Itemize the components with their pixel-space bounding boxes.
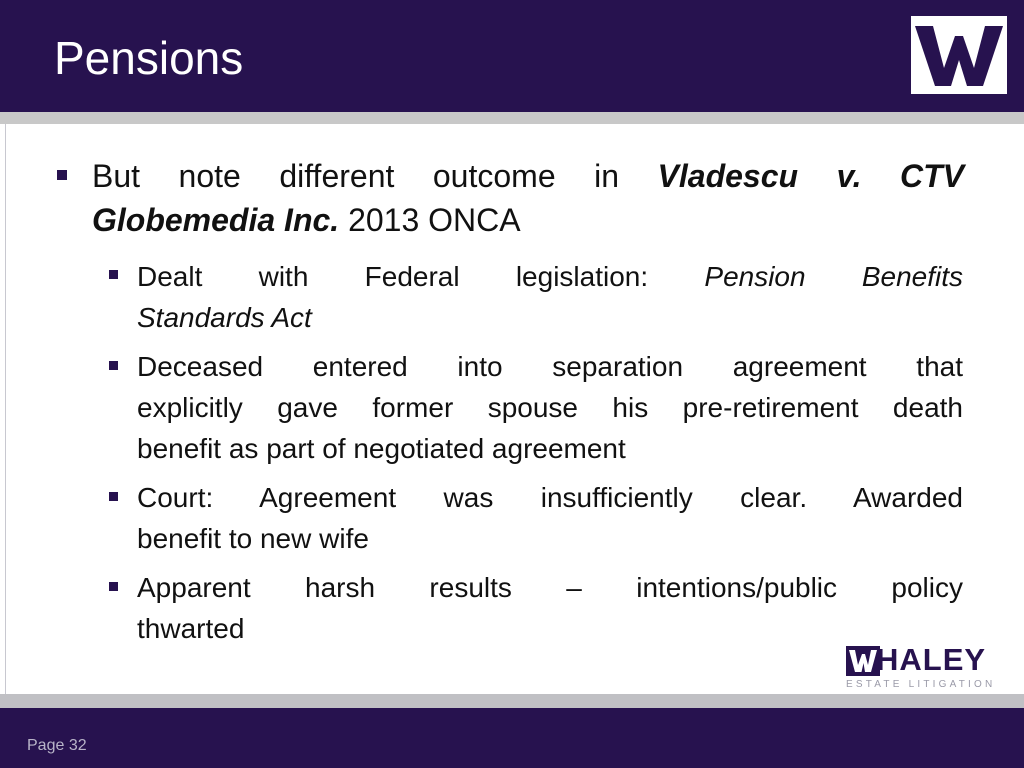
sub-bullet-line: benefit as part of negotiated agreement [137,433,626,464]
page-number: Page 32 [27,737,87,754]
header-divider [0,112,1024,124]
slide-header [0,0,1024,112]
bullet-marker [57,170,67,180]
statute-name: Pension Benefits [704,261,963,292]
sub-bullet-separation [137,346,963,469]
sub-bullet-marker [109,582,118,591]
case-name-cont: Globemedia Inc. [92,202,340,238]
statute-name-cont: Standards Act [137,302,312,333]
main-bullet [92,154,964,242]
sub-bullet-harsh [137,567,963,649]
case-name: Vladescu v. CTV [657,158,965,194]
sub-bullet-marker [109,492,118,501]
slide-footer [0,708,1024,768]
footer-divider [0,694,1024,708]
whaley-logo-tagline: ESTATE LITIGATION [846,679,996,690]
left-border-line [5,124,6,694]
sub-bullet-line: benefit to new wife [137,523,369,554]
sub-bullet-line: Court: Agreement was insufficiently clear. Awarded [137,482,963,513]
sub-bullet-court [137,477,963,559]
sub-bullet-text: Dealt with Federal legislation: [137,261,705,292]
slide-title: Pensions [54,32,244,84]
sub-bullet-line: thwarted [137,613,245,644]
sub-bullet-marker [109,270,118,279]
sub-bullet-line: Apparent harsh results – intentions/public policy [137,572,963,603]
sub-bullet-line: Deceased entered into separation agreement that [137,351,963,382]
whaley-logo-text: HALEY [876,642,987,677]
citation: 2013 ONCA [339,202,521,238]
bullet-text: But note different outcome in [92,158,658,194]
sub-bullet-line: explicitly gave former spouse his pre-retirement death [137,392,963,423]
sub-bullet-marker [109,361,118,370]
w-logo-icon [911,16,1007,94]
sub-bullet-legislation [137,256,963,338]
